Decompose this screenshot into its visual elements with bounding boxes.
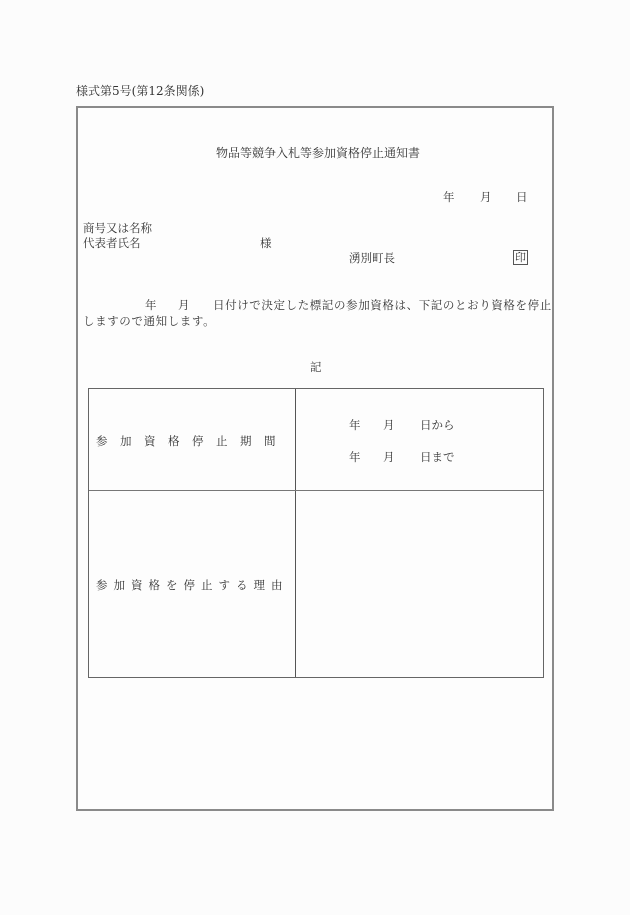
table-column-divider: [295, 389, 296, 677]
suspension-period-label: 参加資格停止期間: [96, 434, 288, 448]
period-from-year: 年: [349, 418, 361, 432]
table-row-divider: [89, 490, 543, 491]
suspension-reason-label: 参加資格を停止する理由: [96, 578, 289, 592]
honorific: 様: [260, 236, 272, 250]
body-line2: しますので通知します。: [83, 314, 216, 328]
form-number: 様式第5号(第12条関係): [76, 84, 205, 98]
period-to-month: 月: [383, 450, 395, 464]
body-line1: 日付けで決定した標記の参加資格は、下記のとおり資格を停止: [213, 298, 552, 312]
period-to-year: 年: [349, 450, 361, 464]
period-from-day: 日から: [420, 418, 455, 432]
sender-name: 湧別町長: [349, 251, 395, 265]
details-table: [88, 388, 544, 678]
seal-mark: 印: [515, 251, 526, 264]
note-heading: 記: [310, 360, 322, 374]
period-from-month: 月: [383, 418, 395, 432]
period-to-day: 日まで: [420, 450, 455, 464]
document-title: 物品等競争入札等参加資格停止通知書: [216, 146, 421, 160]
company-name-label: 商号又は名称: [83, 221, 152, 235]
body-month: 月: [178, 298, 190, 312]
representative-label: 代表者氏名: [83, 236, 141, 250]
date-month: 月: [480, 190, 492, 204]
body-year: 年: [145, 298, 157, 312]
date-year: 年: [443, 190, 455, 204]
date-day: 日: [516, 190, 528, 204]
